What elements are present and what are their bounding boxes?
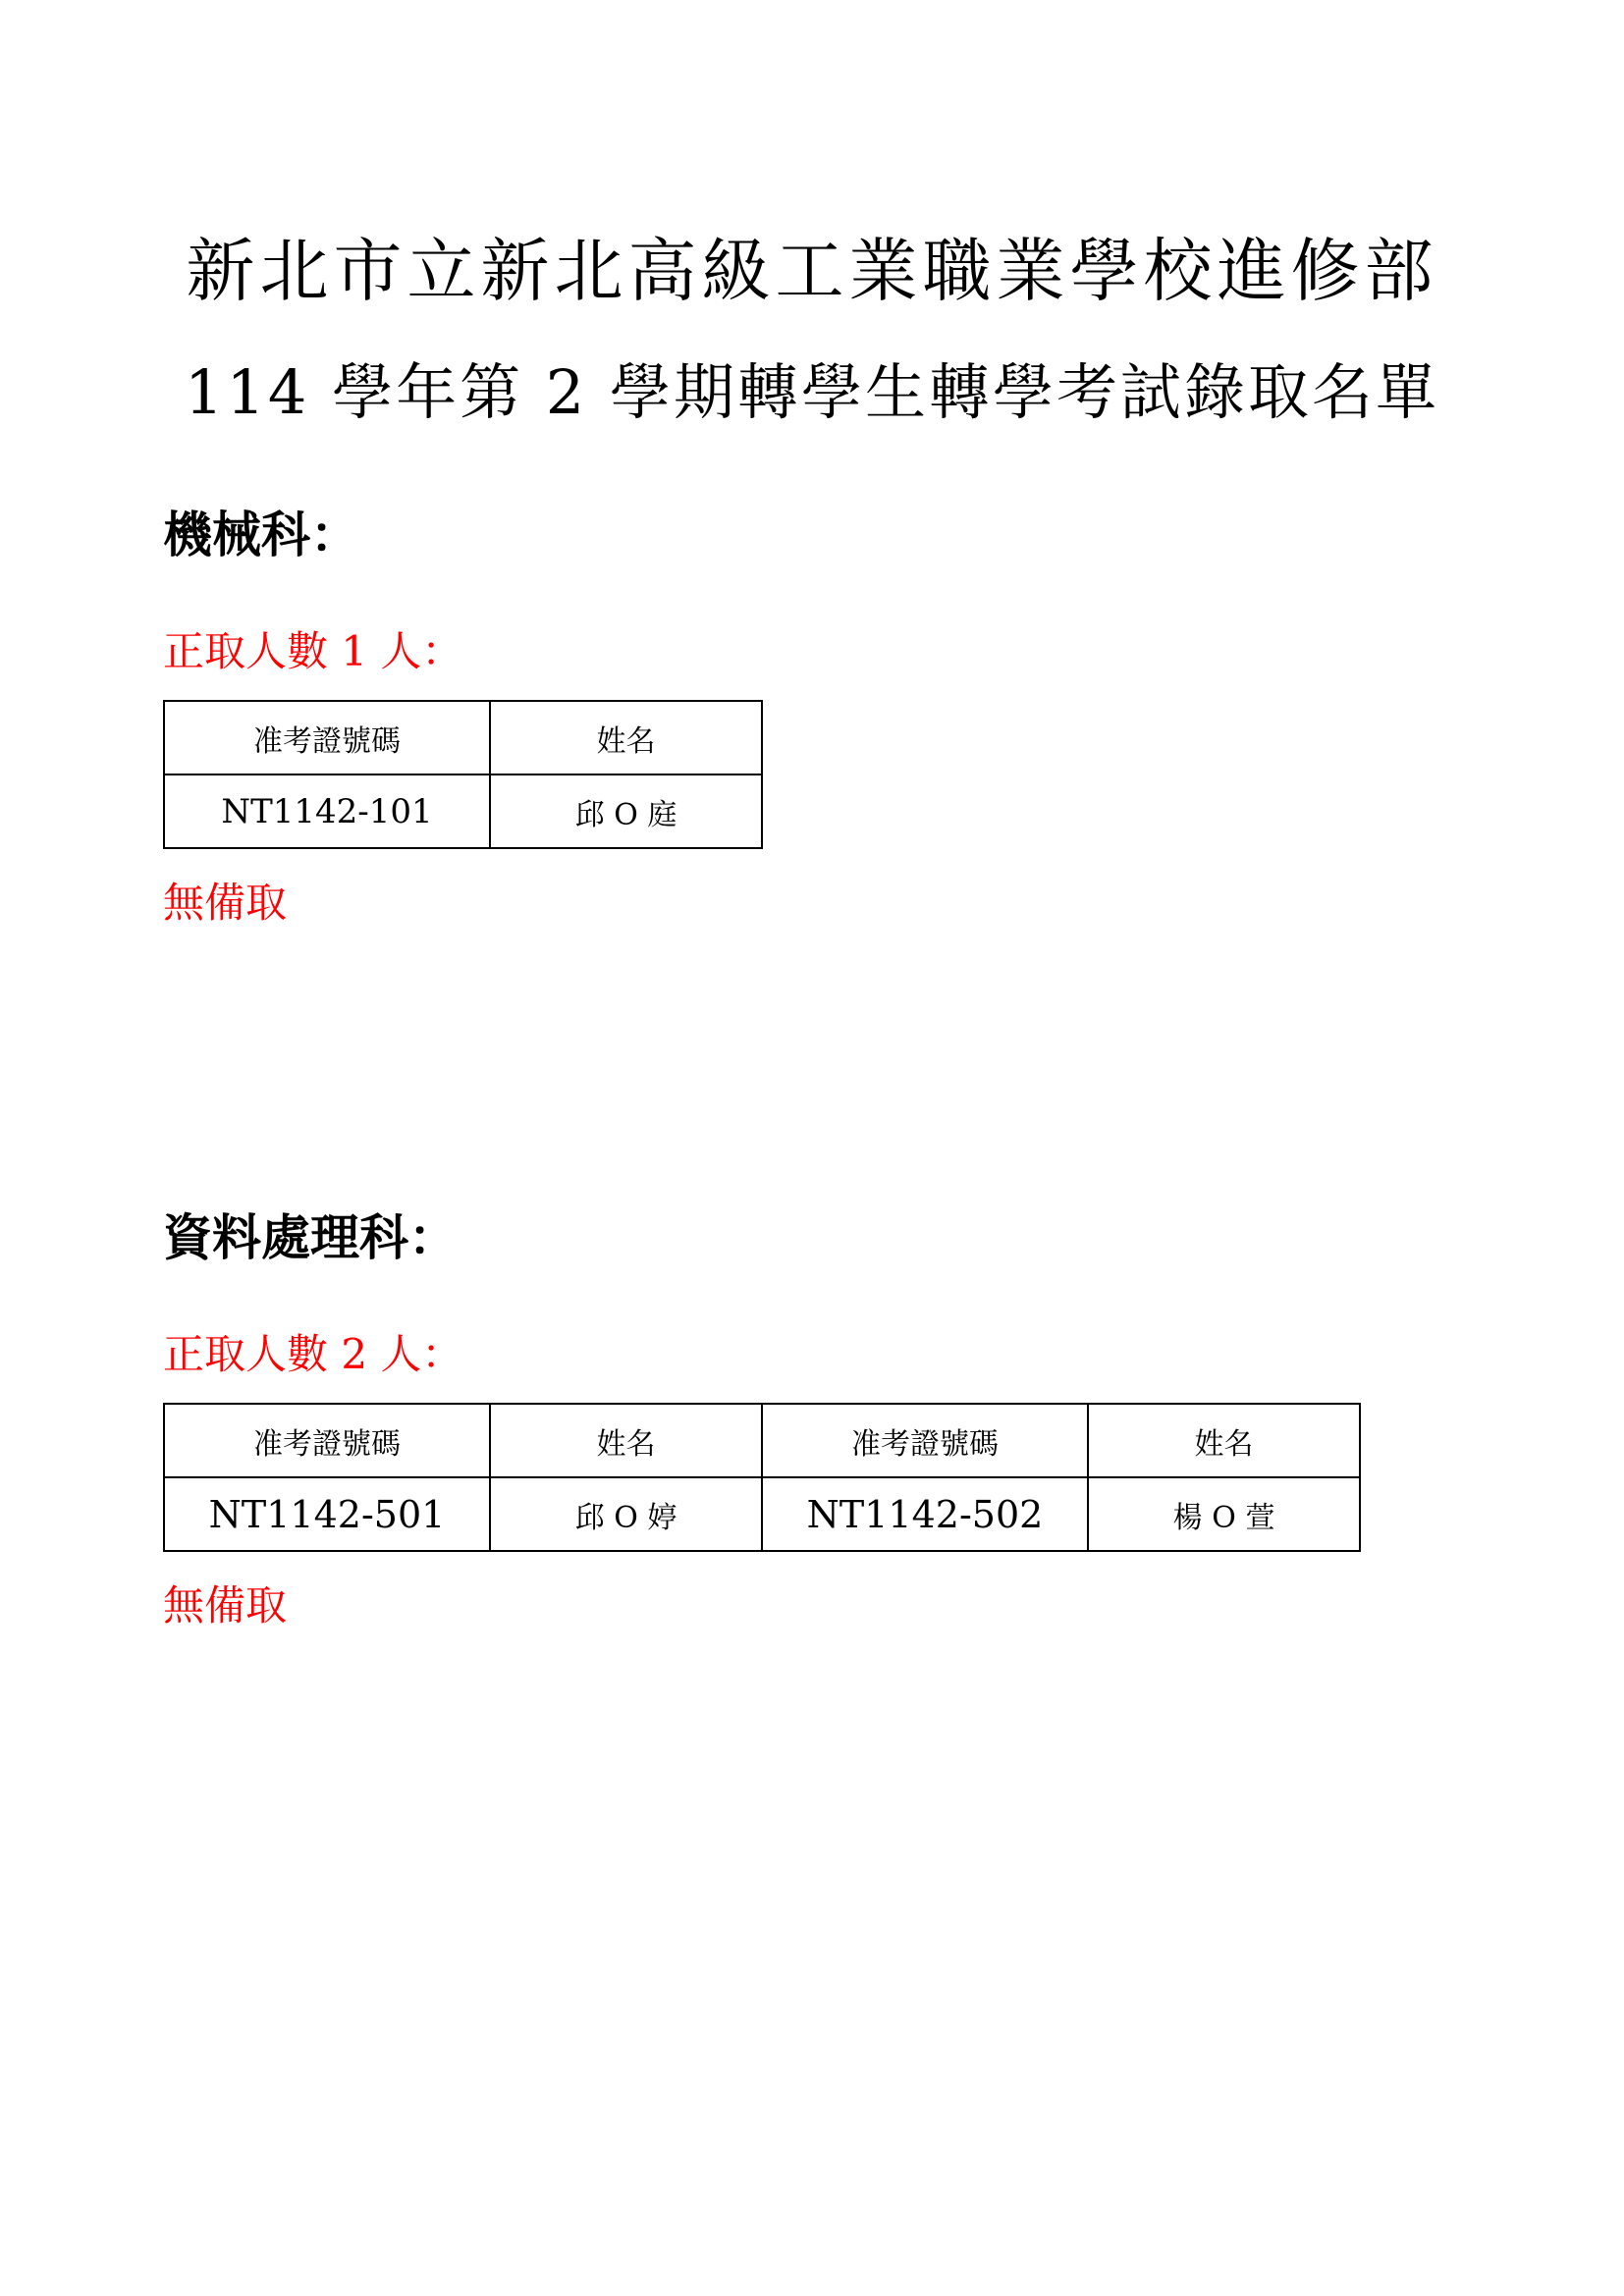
column-header-name: 姓名 [490,701,762,774]
column-header-exam-id: 准考證號碼 [762,1404,1088,1477]
column-header-name: 姓名 [1088,1404,1360,1477]
name-cell: 楊 O 萱 [1088,1477,1360,1551]
exam-id-cell: NT1142-501 [164,1477,490,1551]
waitlist-mechanical: 無備取 [163,879,288,927]
name-cell: 邱 O 庭 [490,774,762,848]
quota-mechanical: 正取人數 1 人： [163,627,463,675]
admission-table-data-processing [163,1403,1361,1552]
document-subtitle: 114 學年第 2 學期轉學生轉學考試錄取名單 [185,356,1439,428]
exam-id-cell: NT1142-502 [762,1477,1088,1551]
section-heading-data-processing: 資料處理科： [163,1209,458,1266]
section-heading-mechanical: 機械科： [163,507,359,563]
table-header-row [164,1404,1360,1477]
column-header-exam-id: 准考證號碼 [164,1404,490,1477]
exam-id-cell: NT1142-101 [164,774,490,848]
waitlist-data-processing: 無備取 [163,1581,288,1629]
table-row [164,774,762,848]
admission-table-mechanical [163,700,763,849]
column-header-name: 姓名 [490,1404,762,1477]
document-title: 新北市立新北高級工業職業學校進修部 [186,231,1438,311]
quota-data-processing: 正取人數 2 人： [163,1330,463,1378]
column-header-exam-id: 准考證號碼 [164,701,490,774]
table-header-row [164,701,762,774]
table-row [164,1477,1360,1551]
name-cell: 邱 O 婷 [490,1477,762,1551]
